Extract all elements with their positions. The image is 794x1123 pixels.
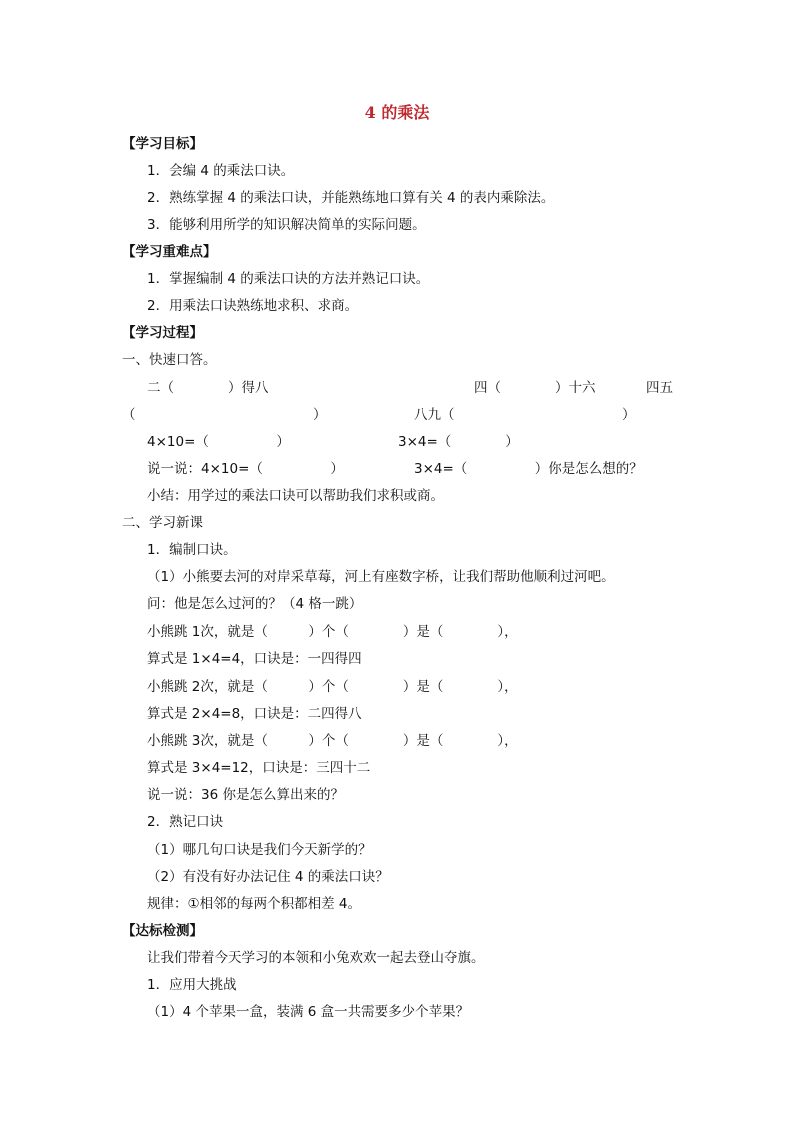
quick-question-4-paren-close: ） xyxy=(622,407,636,423)
summary: 小结：用学过的乘法口诀可以帮助我们求积或商。 xyxy=(147,488,444,504)
key-point-item: 2．用乘法口诀熟练地求积、求商。 xyxy=(147,298,359,314)
lesson-line: （2）有没有好办法记住 4 的乘法口诀？ xyxy=(147,869,389,885)
page-title: 4 的乘法 xyxy=(364,103,430,122)
say-prefix: 说一说：4×10=（ ） xyxy=(147,461,344,477)
lesson-line: 2．熟记口诀 xyxy=(147,814,224,830)
key-heading: 【学习重难点】 xyxy=(122,244,217,260)
goal-item: 2．熟练掌握 4 的乘法口诀，并能熟练地口算有关 4 的表内乘除法。 xyxy=(147,190,555,206)
goals-heading: 【学习目标】 xyxy=(122,136,203,152)
process-heading: 【学习过程】 xyxy=(122,325,203,341)
lesson-line: 问：他是怎么过河的？（4 格一跳） xyxy=(147,596,363,612)
part1-title: 一、快速口答。 xyxy=(122,352,217,368)
lesson-line: 小熊跳 1次，就是（ ）个（ ）是（ ）， xyxy=(147,624,518,640)
lesson-line: 小熊跳 2次，就是（ ）个（ ）是（ ）， xyxy=(147,679,518,695)
lesson-line: 规律：①相邻的每两个积都相差 4。 xyxy=(147,896,361,912)
lesson-line: 算式是 1×4=4，口诀是：一四得四 xyxy=(147,651,362,667)
goal-item: 3．能够利用所学的知识解决简单的实际问题。 xyxy=(147,217,426,233)
part2-title: 二、学习新课 xyxy=(122,515,203,531)
test-line: 让我们带着今天学习的本领和小兔欢欢一起去登山夺旗。 xyxy=(147,950,485,966)
calc-1: 4×10=（ ） xyxy=(147,434,290,450)
lesson-line: 算式是 2×4=8，口诀是：二四得八 xyxy=(147,706,362,722)
lesson-line: 小熊跳 3次，就是（ ）个（ ）是（ ）， xyxy=(147,733,518,749)
test-line: 1．应用大挑战 xyxy=(147,977,237,993)
quick-question-2: 四（ ）十六 xyxy=(474,380,596,396)
quick-question-3: 四五 xyxy=(646,380,673,396)
lesson-line: （1）哪几句口诀是我们今天新学的？ xyxy=(147,842,372,858)
test-line: （1）4 个苹果一盒，装满 6 盒一共需要多少个苹果？ xyxy=(147,1004,470,1020)
lesson-line: （1）小熊要去河的对岸采草莓，河上有座数字桥，让我们帮助他顺利过河吧。 xyxy=(147,569,615,585)
quick-question-3-paren-close: ） xyxy=(313,407,327,423)
lesson-line: 算式是 3×4=12，口诀是：三四十二 xyxy=(147,760,371,776)
key-point-item: 1．掌握编制 4 的乘法口诀的方法并熟记口诀。 xyxy=(147,271,430,287)
lesson-line: 说一说：36 你是怎么算出来的？ xyxy=(147,787,344,803)
quick-question-1: 二（ ）得八 xyxy=(147,380,269,396)
quick-question-3-paren-open: （ xyxy=(122,407,136,423)
calc-2: 3×4=（ ） xyxy=(398,434,519,450)
goal-item: 1．会编 4 的乘法口诀。 xyxy=(147,163,295,179)
test-heading: 【达标检测】 xyxy=(122,923,203,939)
lesson-line: 1．编制口诀。 xyxy=(147,542,237,558)
say-mid: 3×4=（ ）你是怎么想的？ xyxy=(414,461,643,477)
quick-question-4: 八九（ xyxy=(414,407,455,423)
